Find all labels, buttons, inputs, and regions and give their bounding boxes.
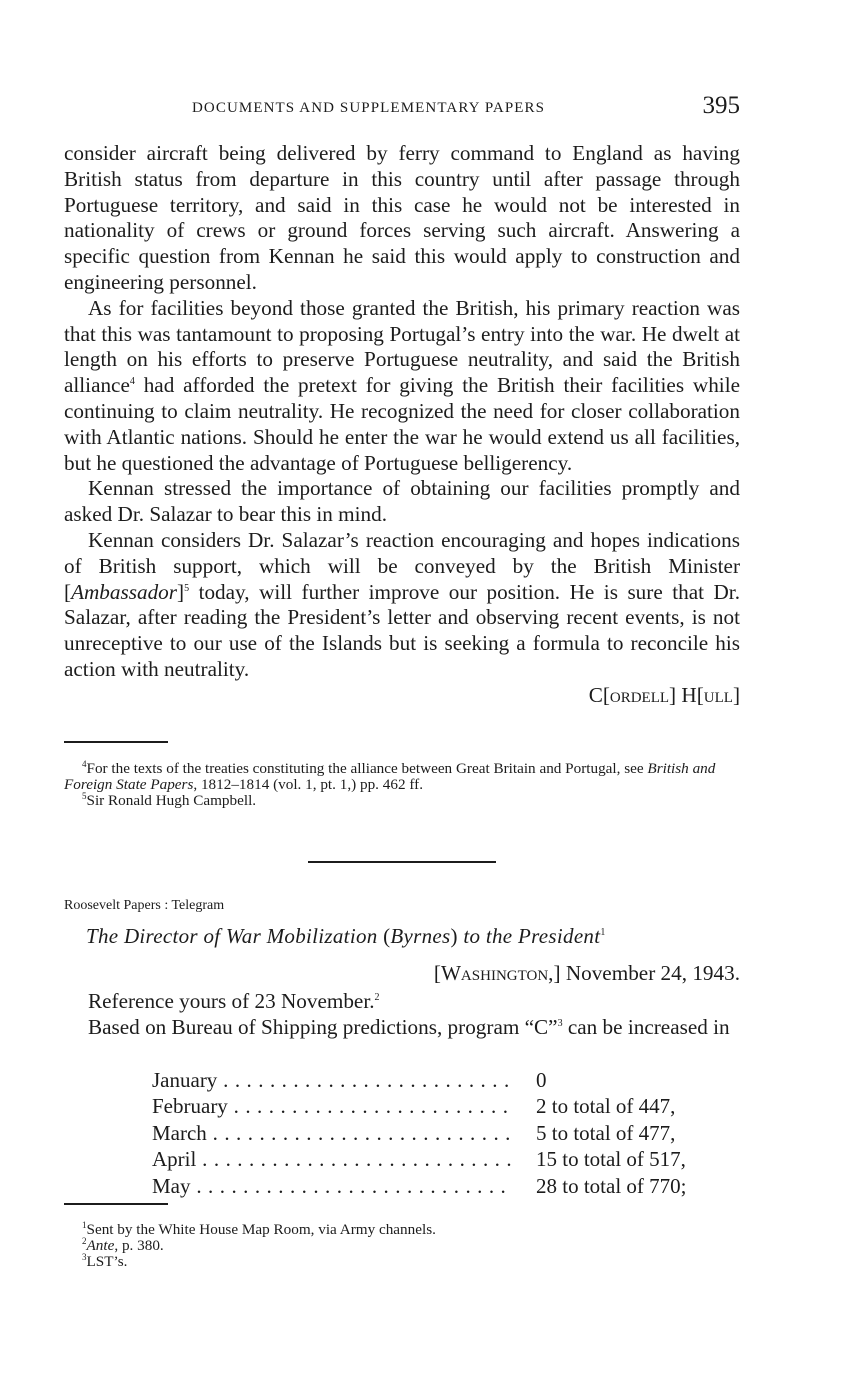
running-head [64, 92, 740, 128]
footnote-5: $^5$Sir Ronald Hugh Campbell. [82, 791, 257, 809]
document-title: The Director of War Mobilization (Byrnes) to the President$^1$ [86, 924, 606, 948]
table-row [152, 1146, 712, 1172]
paragraph-2: As for facilities beyond those granted the British, his primary reaction was that this was tantamount to proposing Portugal’s entry into the war. He dwelt at length on his efforts to preserve Portuguese neutrality, and said the British alliance$^4$ had afforded the pretext for giving the British their facilities while continuing to claim neutrality. He recognized the need for closer collaboration with Atlantic nations. Should he enter the war he would extend us all facilities, but he questioned the advantage of Portuguese belligerency. [64, 295, 740, 475]
row-month: May . . . [152, 1173, 512, 1199]
row-amount: 28 to total of 770; [536, 1173, 687, 1198]
row-month: March . . . [152, 1120, 512, 1146]
page-number: 395 [702, 92, 740, 119]
row-month: February . . . [152, 1093, 512, 1119]
row-amount: 2 to total of 447, [536, 1094, 676, 1119]
table-row [152, 1093, 712, 1119]
table-row [152, 1173, 712, 1199]
row-amount: 15 to total of 517, [536, 1147, 686, 1172]
table-row [152, 1120, 712, 1146]
footnotes-bottom [64, 1222, 740, 1270]
footnote-3: $^3$LST’s. [82, 1252, 128, 1270]
source-label: Roosevelt Papers : Telegram [64, 898, 225, 913]
footnote-ref-2: 2 [374, 992, 380, 1003]
telegram-body [64, 989, 740, 1041]
running-title: DOCUMENTS AND SUPPLEMENTARY PAPERS [192, 100, 546, 116]
dateline: [Washington,] November 24, 1943. [433, 961, 740, 985]
reference-line: Reference yours of 23 November.$^2$ [88, 989, 380, 1013]
letter-body [64, 141, 740, 709]
paragraph-4: Kennan considers Dr. Salazar’s reaction encouraging and hopes indications of British support, which will be conveyed by the British Minister [Ambassador]$^5$ today, will further improve our position. He is sure that Dr. Salazar, after reading the President’s letter and observing recent events, is not unreceptive to our use of the Islands but is seeking a formula to reconcile his action with neutrality. [64, 527, 740, 681]
footnote-2: $^2$Ante, p. 380. [82, 1236, 164, 1254]
footnote-rule-top [64, 741, 168, 743]
row-month: April . . . [152, 1146, 512, 1172]
footnote-ref-4: 4 [129, 376, 135, 388]
table-row [152, 1067, 712, 1093]
paragraph-3: Kennan stressed the importance of obtaining our facilities promptly and asked Dr. Salazar to bear this in mind. [64, 476, 740, 527]
row-amount: 5 to total of 477, [536, 1120, 676, 1145]
footnote-rule-bottom [64, 1203, 168, 1205]
footnote-ref-1: 1 [600, 927, 606, 938]
paragraph-1: consider aircraft being delivered by ferry command to England as having British status from departure in this country until after passage through Portuguese territory, and said in this case he would not be interested in nationality of crews or ground forces serving such aircraft. Answering a specific question from Kennan he said this would apply to construction and engineering personnel. [64, 141, 740, 294]
footnote-ref-5: 5 [184, 582, 190, 594]
row-month: January . . . [152, 1067, 512, 1093]
row-amount: 0 [536, 1068, 547, 1092]
footnote-ref-3: 3 [557, 1017, 563, 1029]
signature: C[ordell] H[ull] [588, 682, 740, 707]
program-line: Based on Bureau of Shipping predictions, program “C”$^3$ can be increased in [88, 1014, 730, 1039]
section-divider [308, 861, 496, 863]
footnote-1: $^1$Sent by the White House Map Room, via Army channels. [82, 1220, 436, 1238]
shipping-table [152, 1067, 712, 1199]
footnotes-top [64, 761, 740, 809]
footnote-4: $^4$For the texts of the treaties constituting the alliance between Great Britain and Portugal, see British and Foreign State Papers, 1812–1814 (vol. 1, pt. 1,) pp. 462 ff. [64, 759, 716, 793]
